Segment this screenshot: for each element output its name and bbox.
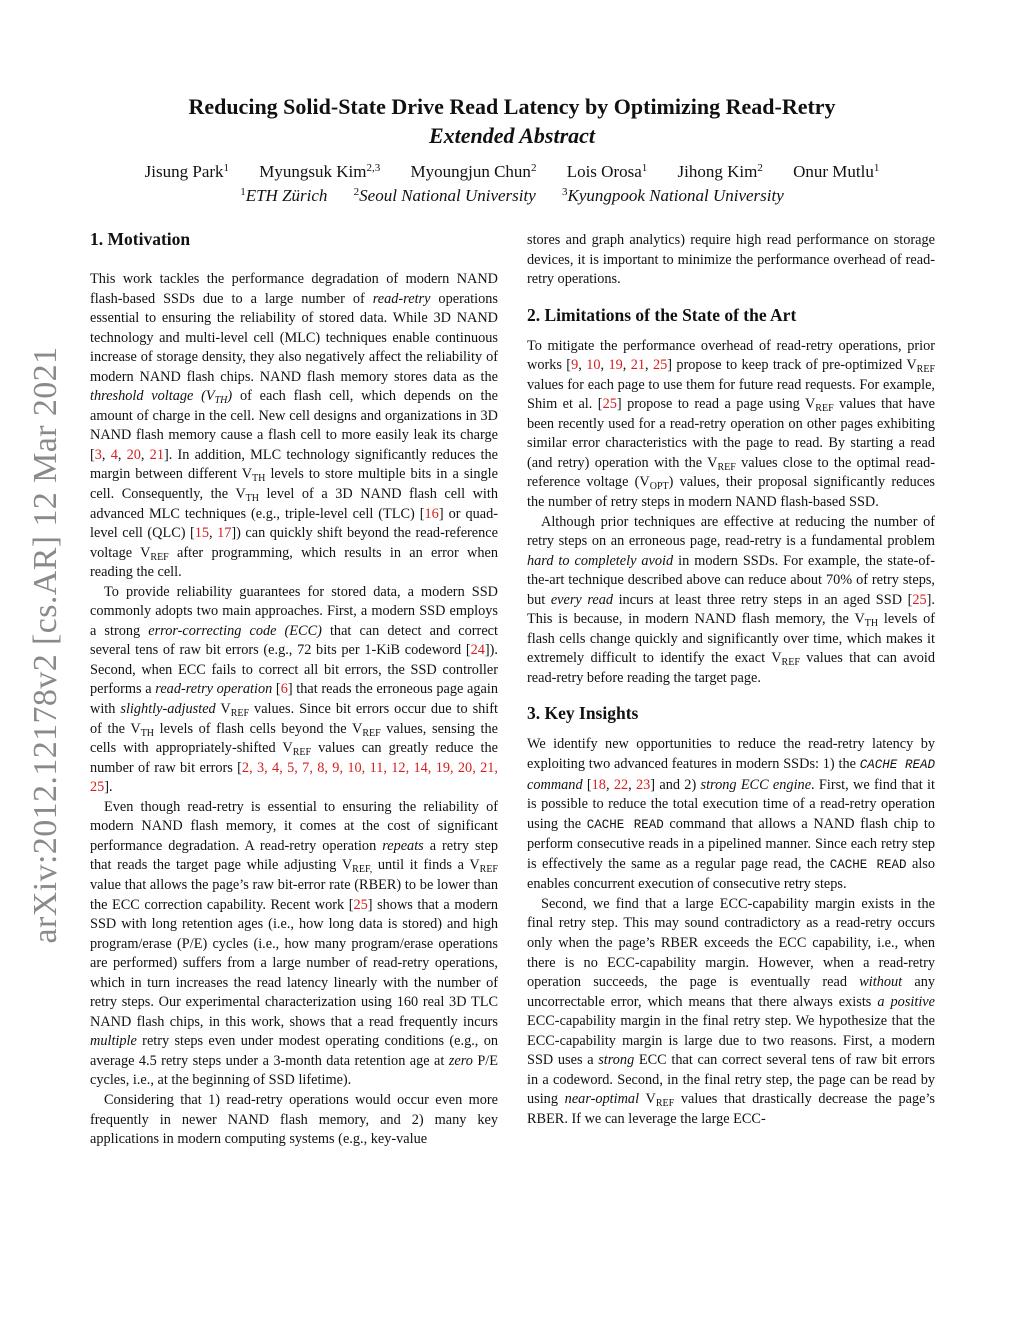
citation-link[interactable]: 24 — [470, 642, 485, 659]
citation-link[interactable]: 25 — [602, 396, 617, 413]
author-list — [0, 160, 1024, 184]
citation-link[interactable]: 10 — [586, 357, 601, 374]
citation-link[interactable]: 4 — [110, 446, 118, 463]
section-heading-limitations: 2. Limitations of the State of the Art — [527, 304, 797, 325]
citation-link[interactable]: 22 — [613, 776, 629, 793]
citation-link[interactable]: 17 — [217, 525, 232, 542]
affiliation: $^1$ETH Zürich — [240, 186, 328, 205]
citation-link[interactable]: 9 — [571, 357, 579, 374]
author: Myoungjun Chun$^2$ — [410, 162, 537, 181]
paragraph: Although prior techniques are effective at reducing the number of retry steps on an erroneous page, read-retry is a fundamental problem hard to completely avoid in modern SSDs. For example, the state-of-the-art technique described above can reduce about 70% of retry steps, but every read incurs at least three retry steps in an aged SSD [25]. This is because, in modern NAND flash memory, the $V_{TH}$ levels of flash cells change quickly and significantly over time, which makes it extremely difficult to identify the exact $V_{REF}$ values that can avoid read-retry before reading the target page. — [527, 513, 936, 686]
paper-subtitle: Extended Abstract — [428, 123, 596, 148]
citation-link[interactable]: 2, 3, 4, 5, 7, 8, 9, 10, 11, 12, 14, 19, 20, 21, 25 — [90, 759, 498, 796]
author: Onur Mutlu$^1$ — [793, 162, 880, 181]
paragraph-continued: stores and graph analytics) require high read performance on storage devices, it is important to minimize the performance overhead of read-retry operations. — [527, 232, 935, 288]
paragraph: Considering that 1) read-retry operations would occur even more frequently in newer NAND flash memory, and 2) many key applications in modern computing systems (e.g., key-value — [90, 1091, 498, 1148]
author: Myungsuk Kim$^{2,3}$ — [259, 162, 381, 181]
affiliation: $^3$Kyungpook National University — [562, 186, 784, 205]
section-heading-key-insights: 3. Key Insights — [527, 703, 639, 724]
citation-link[interactable]: 25 — [652, 357, 668, 374]
section-heading-motivation: 1. Motivation — [90, 229, 191, 249]
citation-link[interactable]: 21 — [630, 357, 645, 374]
paragraph: To provide reliability guarantees for stored data, a modern SSD commonly adopts two main approaches. First, a modern SSD employs a strong error-correcting code (ECC) that can detect and correct several tens of raw bit errors (e.g., 72 bits per 1-KiB codeword [24]). Second, when ECC fails to correct all bit errors, the SSD controller performs a read-retry operation [6] that reads the erroneous page again with slightly-adjusted $V_{REF}$ values. Since bit errors occur due to shift of the $V_{TH}$ levels of flash cells beyond the $V_{REF}$ values, sensing the cells with appropriately-shifted $V_{REF}$ values can greatly reduce the number of raw bit errors [2, 3, 4, 5, 7, 8, 9, 10, 11, 12, 14, 19, 20, 21, 25]. — [90, 583, 498, 796]
citation-link[interactable]: 19 — [608, 357, 623, 374]
author: Jisung Park$^1$ — [144, 162, 230, 181]
paragraph: Second, we find that a large ECC-capability margin exists in the final retry step. This may sound contradictory as a read-retry occurs only when the page’s RBER exceeds the ECC capability, i.e., when there is no ECC-capability margin. However, when a read-retry operation succeeds, the page is eventually read without any uncorrectable error, which means that there always exists a positive ECC-capability margin in the final retry step. We hypothesize that the ECC-capability margin is large due to two reasons. First, a modern SSD uses a strong ECC that can correct several tens of raw bit errors in a codeword. Second, in the final retry step, the page can be read by using near-optimal $V_{REF}$ values that drastically decrease the page’s RBER. If we can leverage the large ECC- — [527, 895, 936, 1127]
citation-link[interactable]: 23 — [636, 776, 651, 793]
affiliation: $^2$Seoul National University — [353, 186, 536, 205]
citation-link[interactable]: 25 — [912, 591, 927, 608]
citation-link[interactable]: 25 — [353, 896, 368, 913]
arxiv-stamp: arXiv:2012.12178v2 [cs.AR] 12 Mar 2021 — [27, 346, 64, 944]
citation-link[interactable]: 3 — [94, 446, 102, 463]
paragraph: This work tackles the performance degradation of modern NAND flash-based SSDs due to a large number of read-retry operations essential to ensuring the reliability of stored data. While 3D NAND technology and multi-level cell (MLC) techniques enable continuous increase of storage density, they also negatively affect the reliability of modern NAND flash chips. NAND flash memory stores data as the threshold voltage $(V_{TH})$ of each flash cell, which depends on the amount of charge in the cell. New cell designs and organizations in 3D NAND flash memory cause a flash cell to more easily leak its charge [3, 4, 20, 21]. In addition, MLC technology significantly reduces the margin between different $V_{TH}$ levels to store multiple bits in a single cell. Consequently, the $V_{TH}$ level of a 3D NAND flash cell with advanced MLC techniques (e.g., triple-level cell (TLC) [16] or quad-level cell (QLC) [15, 17]) can quickly shift beyond the read-reference voltage $V_{REF}$ after programming, which results in an error when reading the cell. — [90, 271, 499, 581]
right-column — [527, 231, 935, 1129]
author: Jihong Kim$^2$ — [677, 162, 763, 181]
citation-link[interactable]: 6 — [280, 681, 288, 698]
left-column — [90, 228, 498, 1150]
paragraph: To mitigate the performance overhead of read-retry operations, prior works [9, 10, 19, 21, 25] propose to keep track of pre-optimized $V_{REF}$ values for each page to use them for future read requests. For example, Shim et al. [25] propose to read a page using $V_{REF}$ values that have been recently used for a read-retry operation on other pages exhibiting similar error characteristics with the page to read. By starting a read (and retry) operation with the $V_{REF}$ values close to the optimal read-reference voltage $(V_{OPT})$ values, their proposal significantly reduces the number of retry steps in modern NAND flash-based SSD. — [527, 337, 936, 511]
paper-title: Reducing Solid-State Drive Read Latency by Optimizing Read-Retry — [188, 94, 836, 119]
citation-link[interactable]: 15 — [194, 525, 210, 542]
affiliation-list — [0, 184, 1024, 208]
citation-link[interactable]: 20 — [126, 446, 141, 463]
citation-link[interactable]: 21 — [149, 446, 164, 463]
paragraph: We identify new opportunities to reduce the read-retry latency by exploiting two advanced features in modern SSDs: 1) the CACHE READ command [18, 22, 23] and 2) strong ECC engine. First, we find that it is possible to reduce the total execution time of a read-retry operation using the CACHE READ command that allows a NAND flash chip to perform consecutive reads in a pipelined manner. Since each retry step is effectively the same as a regular page read, the CACHE READ also enables concurrent execution of consecutive retry steps. — [527, 736, 936, 893]
author: Lois Orosa$^1$ — [566, 162, 648, 181]
paragraph: Even though read-retry is essential to ensuring the reliability of modern NAND flash memory, it comes at the cost of significant performance degradation. A read-retry operation repeats a retry step that reads the target page while adjusting $V_{REF,}$ until it finds a $V_{REF}$ value that allows the page’s raw bit-error rate (RBER) to be lower than the ECC correction capability. Recent work [25] shows that a modern SSD with long retention ages (i.e., how long data is stored) and high program/erase (P/E) cycles (i.e., how many program/erase operations are performed) suffers from a large number of read-retry operations, which in turn increases the read latency linearly with the number of retry steps. Our experimental characterization using 160 real 3D TLC NAND flash chips, in this work, shows that a read frequently incurs multiple retry steps even under modest operating conditions (e.g., on average 4.5 retry steps under a 3-month data retention age at zero P/E cycles, i.e., at the beginning of SSD lifetime). — [90, 798, 498, 1089]
citation-link[interactable]: 18 — [591, 776, 606, 793]
citation-link[interactable]: 16 — [424, 505, 439, 522]
